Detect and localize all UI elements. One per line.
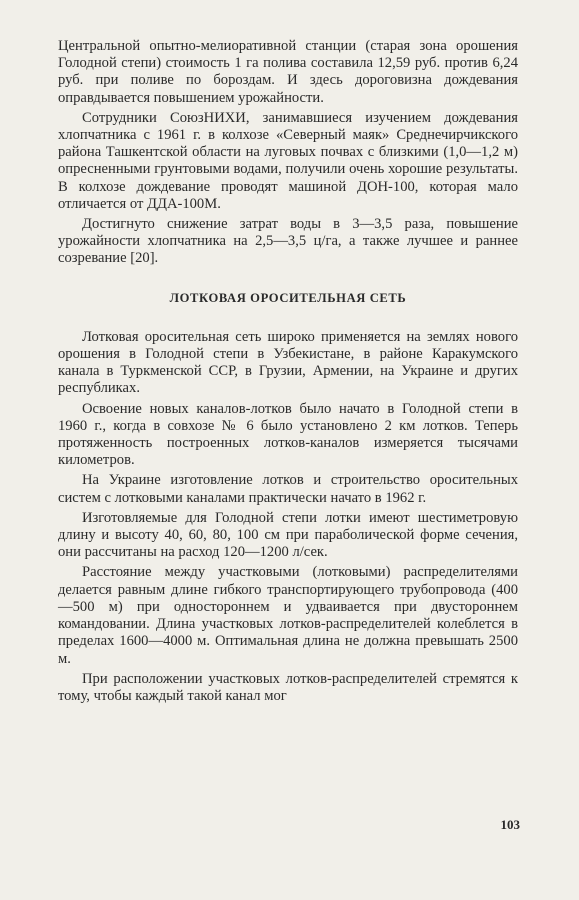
paragraph: Лотковая оросительная сеть широко применяется на землях нового орошения в Голодной степи в Узбекистане, в районе Каракумского канала в Туркменской ССР, в Грузии, Армении, на Украине и других республиках. — [58, 328, 518, 397]
page-number: 103 — [500, 817, 520, 832]
paragraph: При расположении участковых лотков-распределителей стремятся к тому, чтобы каждый такой канал мог — [58, 670, 518, 704]
paragraph: Освоение новых каналов-лотков было начато в Голодной степи в 1960 г., когда в совхозе № 6 было установлено 2 км лотков. Теперь протяженность построенных лотков-каналов измеряется тысячами километров. — [58, 400, 518, 469]
paragraph: Расстояние между участковыми (лотковыми) распределителями делается равным длине гибкого транспортирующего трубопровода (400—500 м) при одностороннем и удваивается при двустороннем командовании. Длина участковых лотков-распределителей колеблется в пределах 1600—4000 м. Оптимальная длина не должна превышать 2500 м. — [58, 564, 518, 667]
paragraph: Сотрудники СоюзНИХИ, занимавшиеся изучением дождевания хлопчатника с 1961 г. в колхозе «Северный маяк» Среднечирчикского района Ташкентской области на луговых почвах с близкими (1,0—1,2 м) опресненными грунтовыми водами, получили очень хорошие результаты. В колхозе дождевание проводят машиной ДОН-100, которая мало отличается от ДДА-100М. — [58, 109, 518, 212]
paragraph: На Украине изготовление лотков и строительство оросительных систем с лотковыми каналами практически начато в 1962 г. — [58, 472, 518, 506]
paragraph: Центральной опытно-мелиоративной станции (старая зона орошения Голодной степи) стоимость 1 га полива составила 12,59 руб. против 6,24 руб. при поливе по бороздам. И здесь дороговизна дождевания оправдывается повышением урожайности. — [58, 38, 518, 106]
text-body — [58, 38, 518, 708]
section-heading: ЛОТКОВАЯ ОРОСИТЕЛЬНАЯ СЕТЬ — [169, 290, 407, 305]
paragraph: Изготовляемые для Голодной степи лотки имеют шестиметровую длину и высоту 40, 60, 80, 100 см при параболической форме сечения, они рассчитаны на расход 120—1200 л/сек. — [58, 509, 518, 561]
paragraph: Достигнуто снижение затрат воды в 3—3,5 раза, повышение урожайности хлопчатника на 2,5—3,5 ц/га, а также лучшее и раннее созревание [20]. — [58, 216, 518, 267]
